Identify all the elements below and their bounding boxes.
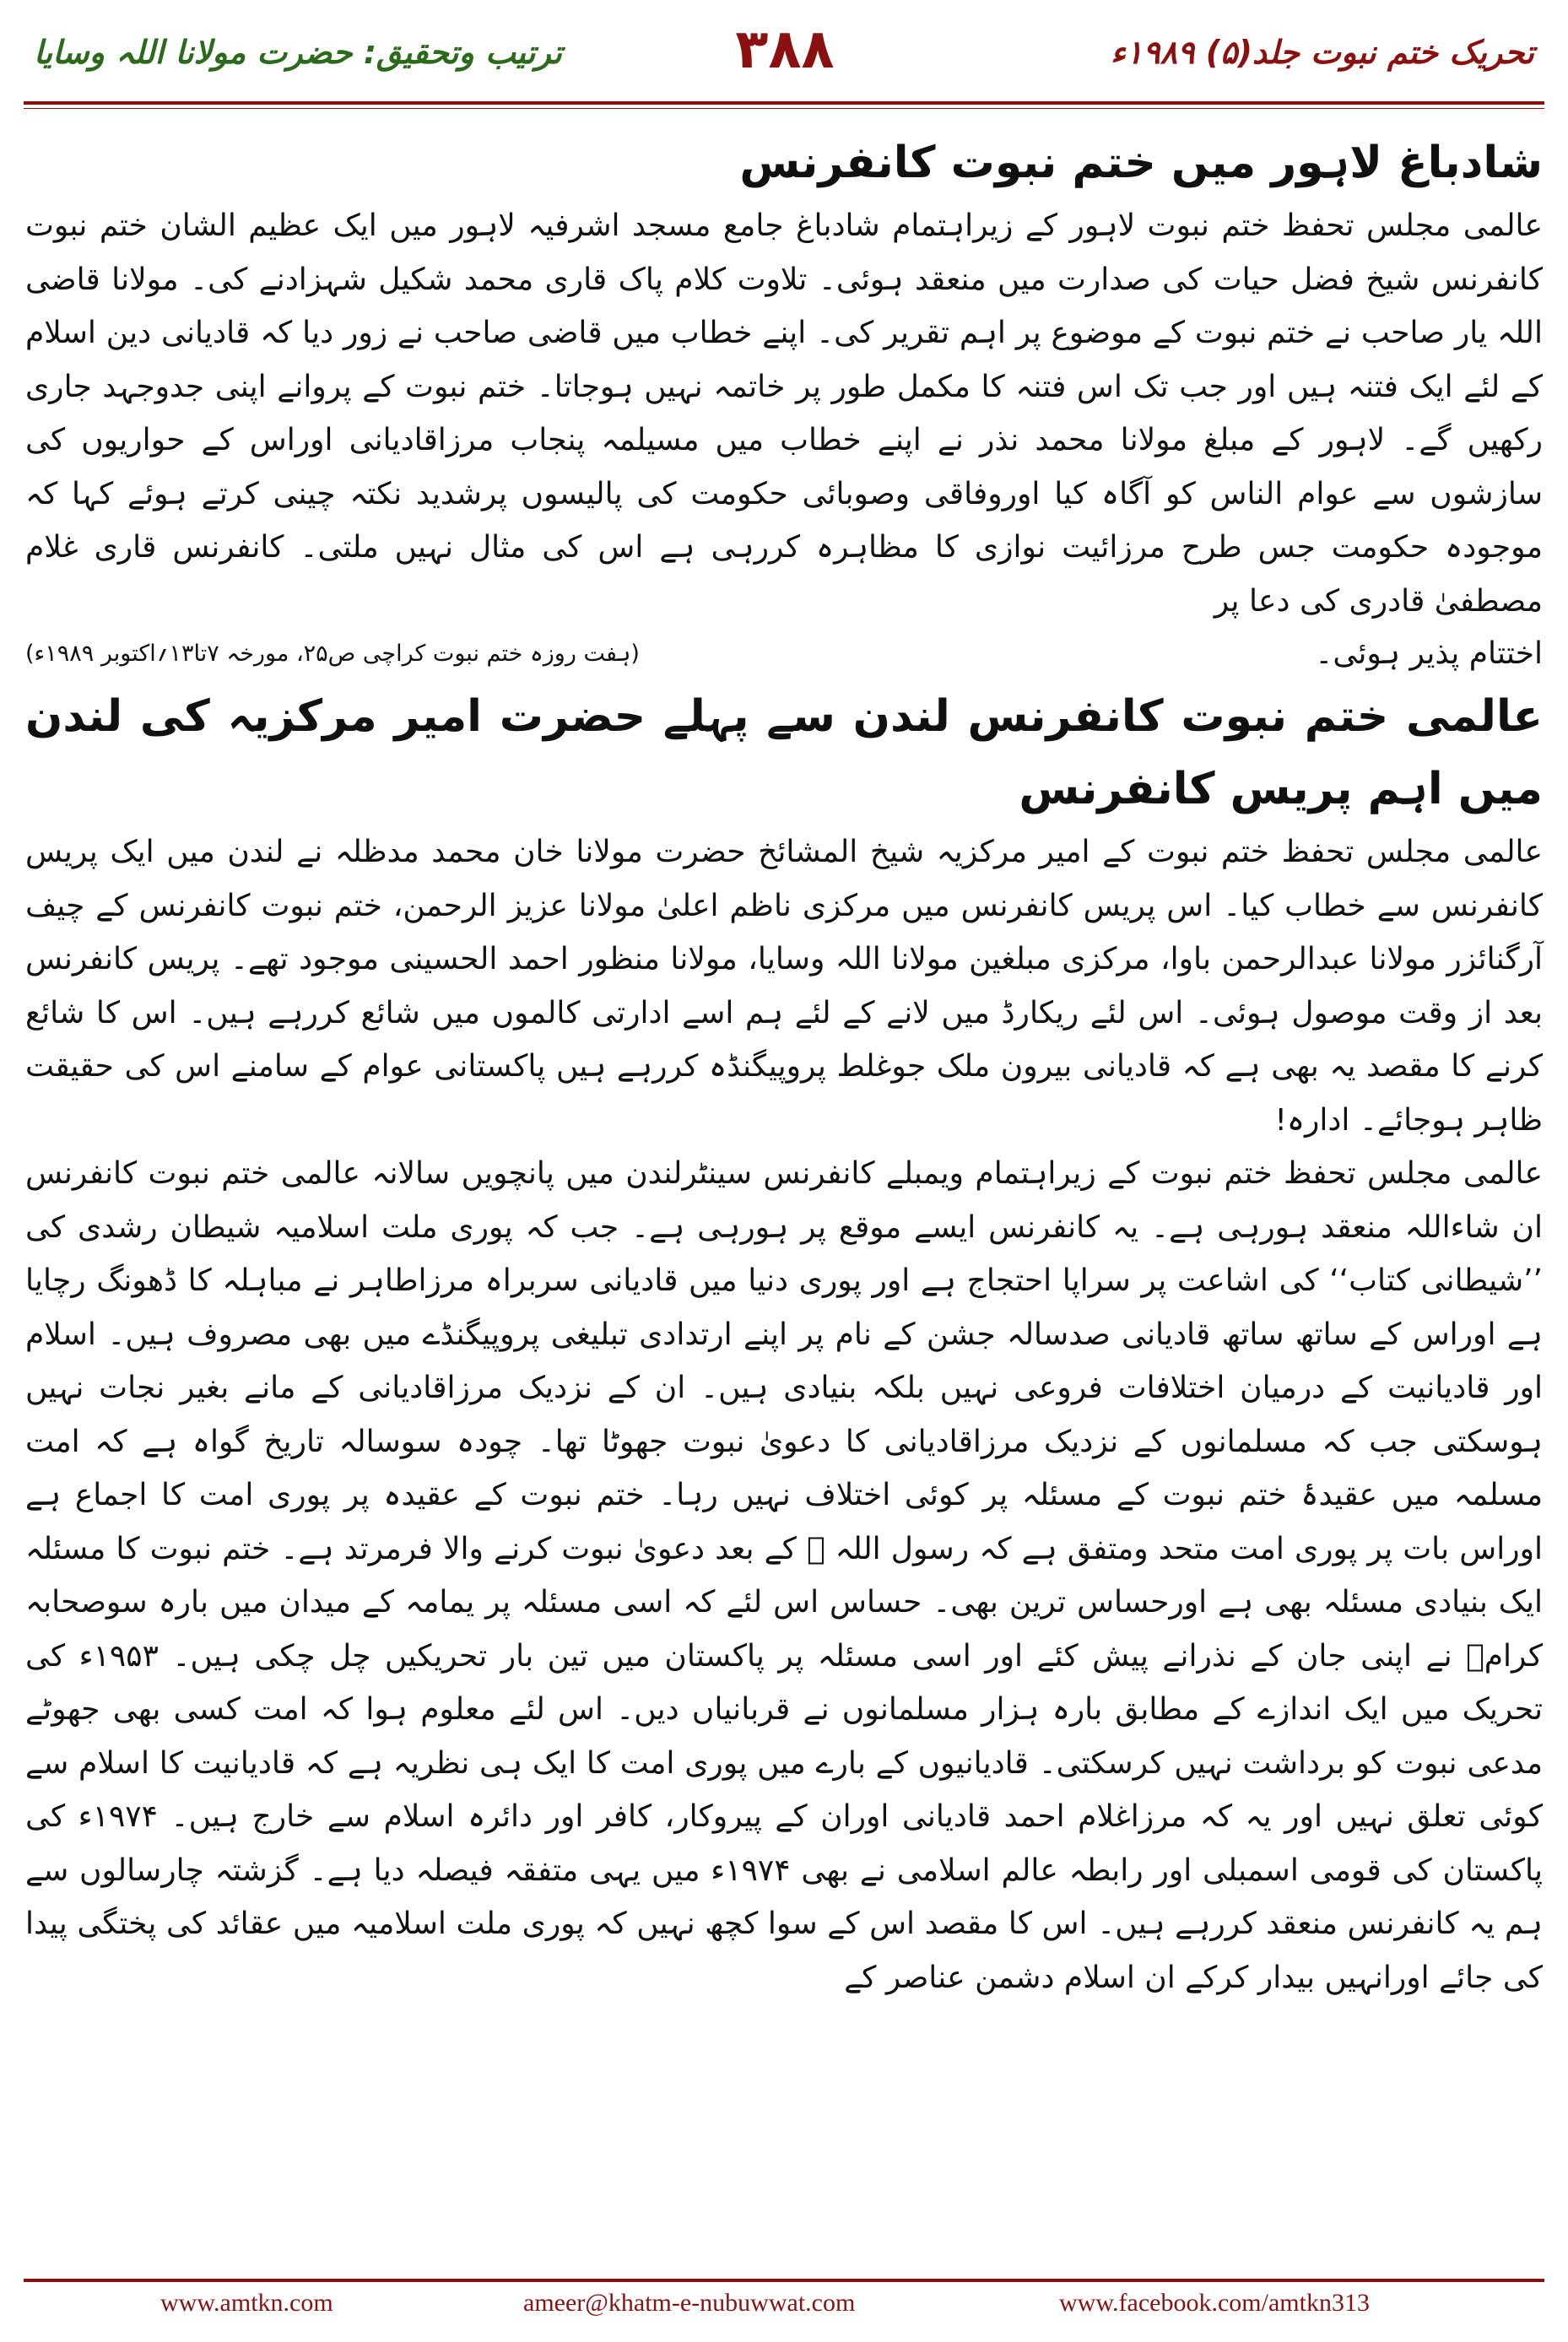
header-rule-thin [24, 108, 1544, 109]
source-reference: (ہفت روزہ ختم نبوت کراچی ص۲۵، مورخہ ۷تا۱۳؍اکتوبر ۱۹۸۹ء) [25, 641, 640, 667]
header-rule [24, 101, 1544, 105]
page-header [0, 0, 1568, 118]
footer-rule [24, 2279, 1544, 2282]
paragraph: عالمی مجلس تحفظ ختم نبوت کے امیر مرکزیہ شیخ المشائخ حضرت مولانا خان محمد مدظلہ نے لندن میں ایک پریس کانفرنس سے خطاب کیا۔ اس پریس کانفرنس میں مرکزی ناظم اعلیٰ مولانا عزیز الرحمن، ختم نبوت کانفرنس کے چیف آرگنائزر مولانا عبدالرحمن باوا، مرکزی مبلغین مولانا اللہ وسایا، مولانا منظور احمد الحسینی موجود تھے۔ پریس کانفرنس بعد از وقت موصول ہوئی۔ اس لئے ریکارڈ میں لانے کے لئے ہم اسے ادارتی کالموں میں شائع کررہے ہیں۔ اس کا شائع کرنے کا مقصد یہ بھی ہے کہ قادیانی بیرون ملک جوغلط پروپیگنڈہ کررہے ہیں پاکستانی عوام کے سامنے اس کی حقیقت ظاہر ہوجائے۔ ادارہ! [25, 835, 1543, 1138]
page-footer [0, 2289, 1568, 2323]
section-heading: شادباغ لاہور میں ختم نبوت کانفرنس [739, 138, 1543, 188]
header-book-title: تحریک ختم نبوت جلد(۵) ۱۹۸۹ء [1111, 34, 1534, 71]
footer-email-link[interactable]: ameer@khatm-e-nubuwwat.com [523, 2289, 856, 2317]
closing-line: اختتام پذیر ہوئی۔ [1315, 636, 1543, 671]
paragraph: عالمی مجلس تحفظ ختم نبوت کے زیراہتمام ویمبلے کانفرنس سینٹرلندن میں پانچویں سالانہ عالمی ختم نبوت کانفرنس ان شاءاللہ منعقد ہورہی ہے۔ یہ کانفرنس ایسے موقع پر ہورہی ہے۔ جب کہ پوری ملت اسلامیہ شیطان رشدی کی ’’شیطانی کتاب‘‘ کی اشاعت پر سراپا احتجاج ہے اور پوری دنیا میں قادیانی سربراہ مرزاطاہر نے مباہلہ کا ڈھونگ رچایا ہے اوراس کے ساتھ ساتھ قادیانی صدسالہ جشن کے نام پر اپنے ارتدادی تبلیغی پروپیگنڈے میں بھی مصروف ہیں۔ اسلام اور قادیانیت کے درمیان اختلافات فروعی نہیں بلکہ بنیادی ہیں۔ ان کے نزدیک مرزاقادیانی کے مانے بغیر نجات نہیں ہوسکتی جب کہ مسلمانوں کے نزدیک مرزاقادیانی کا دعویٰ نبوت جھوٹا تھا۔ چودہ سوسالہ تاریخ گواہ ہے کہ امت مسلمہ میں عقیدۂ ختم نبوت کے مسئلہ پر کوئی اختلاف نہیں رہا۔ ختم نبوت کے عقیدہ پر پوری امت کا اجماع ہے اوراس بات پر پوری امت متحد ومتفق ہے کہ رسول اللہ ﷺ کے بعد دعویٰ نبوت کرنے والا فرمرتد ہے۔ ختم نبوت کا مسئلہ ایک بنیادی مسئلہ بھی ہے اورحساس ترین بھی۔ حساس اس لئے کہ اسی مسئلہ پر یمامہ کے میدان میں بارہ سوصحابہ کرامؓ نے اپنی جان کے نذرانے پیش کئے اور اسی مسئلہ پر پاکستان میں تین بار تحریکیں چل چکی ہیں۔ ۱۹۵۳ء کی تحریک میں ایک اندازے کے مطابق بارہ ہزار مسلمانوں نے قربانیاں دیں۔ اس لئے معلوم ہوا کہ امت کسی بھی جھوٹے مدعی نبوت کو برداشت نہیں کرسکتی۔ قادیانیوں کے بارے میں پوری امت کا ایک ہی نظریہ ہے کہ قادیانیت کا اسلام سے کوئی تعلق نہیں اور یہ کہ مرزاغلام احمد قادیانی اوران کے پیروکار، کافر اور دائرہ اسلام سے خارج ہیں۔ ۱۹۷۴ء کی پاکستان کی قومی اسمبلی اور رابطہ عالم اسلامی نے بھی ۱۹۷۴ء میں یہی متفقہ فیصلہ دیا ہے۔ گزشتہ چارسالوں سے ہم یہ کانفرنس منعقد کررہے ہیں۔ اس کا مقصد اس کے سوا کچھ نہیں کہ پوری ملت اسلامیہ میں عقائد کی پختگی پیدا کی جائے اورانہیں بیدار کرکے ان اسلام دشمن عناصر کے [25, 1156, 1544, 1995]
paragraph: عالمی مجلس تحفظ ختم نبوت لاہور کے زیراہتمام شادباغ جامع مسجد اشرفیہ لاہور میں ایک عظیم الشان ختم نبوت کانفرنس شیخ فضل حیات کی صدارت میں منعقد ہوئی۔ تلاوت کلام پاک قاری محمد شکیل شہزادنے کی۔ مولانا قاضی اللہ یار صاحب نے ختم نبوت کے موضوع پر اہم تقریر کی۔ اپنے خطاب میں قاضی صاحب نے زور دیا کہ قادیانی دین اسلام کے لئے ایک فتنہ ہیں اور جب تک اس فتنہ کا مکمل طور پر خاتمہ نہیں ہوجاتا۔ ختم نبوت کے پروانے اپنی جدوجہد جاری رکھیں گے۔ لاہور کے مبلغ مولانا محمد نذر نے اپنے خطاب میں مسیلمہ پنجاب مرزاقادیانی اوراس کے حواریوں کی سازشوں سے عوام الناس کو آگاہ کیا اوروفاقی وصوبائی حکومت کی پالیسوں پرشدید نکتہ چینی کرتے ہوئے کہا کہ موجودہ حکومت جس طرح مرزائیت نوازی کا مظاہرہ کررہی ہے اس کی مثال نہیں ملتی۔ کانفرنس قاری غلام مصطفیٰ قادری کی دعا پر [25, 208, 1543, 619]
page-number: ۳۸۸ [735, 19, 835, 81]
header-compiler: ترتیب وتحقیق: حضرت مولانا اللہ وسایا [34, 34, 562, 71]
page-body [25, 127, 1543, 2004]
footer-facebook-link[interactable]: www.facebook.com/amtkn313 [1059, 2289, 1370, 2317]
section-heading: عالمی ختم نبوت کانفرنس لندن سے پہلے حضرت امیر مرکزیہ کی لندن میں اہم پریس کانفرنس [25, 691, 1543, 814]
footer-website-link[interactable]: www.amtkn.com [160, 2289, 333, 2317]
closing-row [25, 628, 1543, 680]
